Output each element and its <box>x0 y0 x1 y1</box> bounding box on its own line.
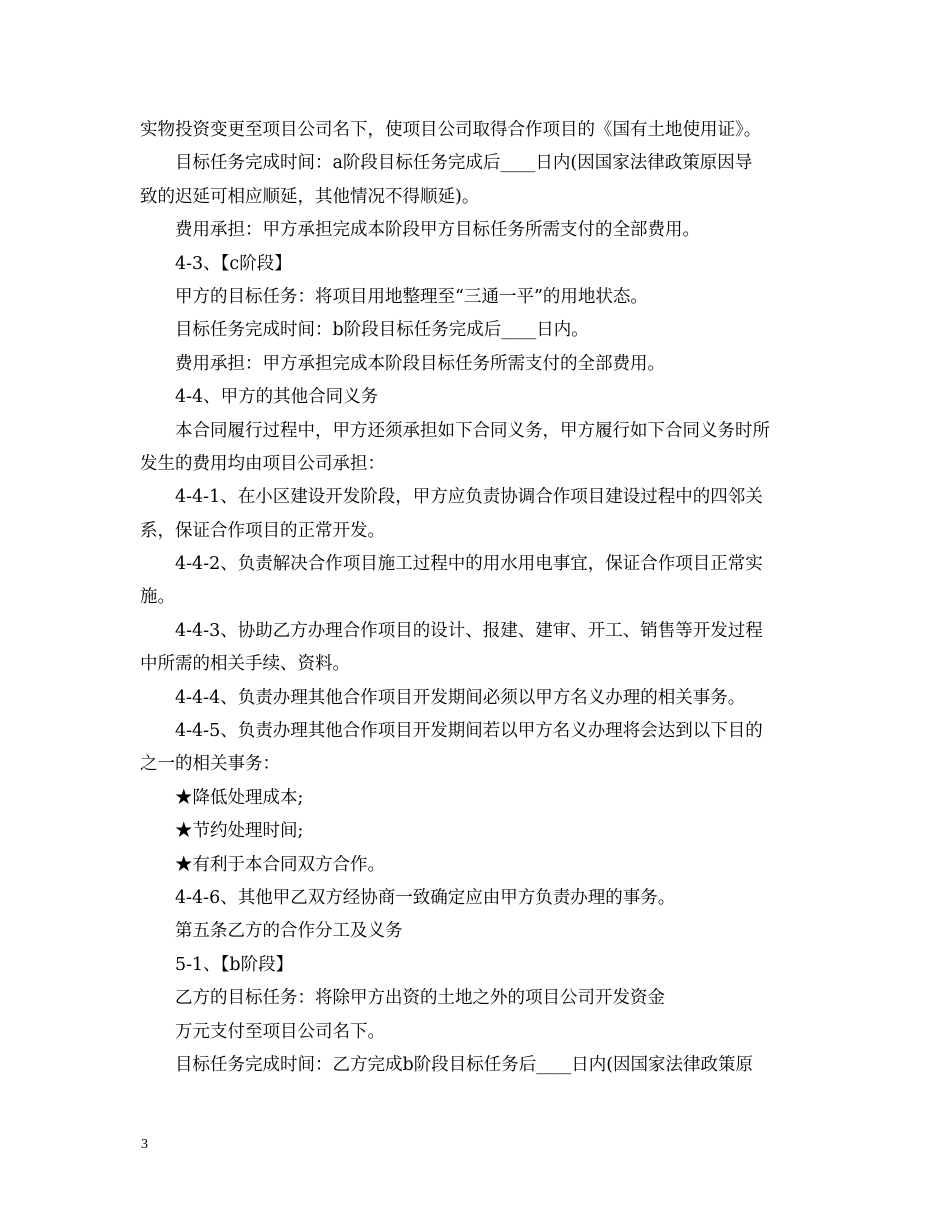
text-line: ★降低处理成本; <box>175 787 304 808</box>
text-line: 乙方的目标任务：将除甲方出资的土地之外的项目公司开发资金 <box>175 988 665 1009</box>
text-line: 4-4、甲方的其他合同义务 <box>175 387 379 408</box>
text-line: 4-4-2、负责解决合作项目施工过程中的用水用电事宜，保证合作项目正常实 <box>175 554 763 575</box>
text-line: 万元支付至项目公司名下。 <box>175 1021 385 1042</box>
text-line: 5-1、【b阶段】 <box>175 954 294 975</box>
text-line: 第五条乙方的合作分工及义务 <box>175 921 403 942</box>
text-line: 发生的费用均由项目公司承担： <box>140 453 385 474</box>
text-line: ★有利于本合同双方合作。 <box>175 854 385 875</box>
text-line: 致的迟延可相应顺延，其他情况不得顺延)。 <box>140 186 480 207</box>
text-line: 目标任务完成时间：乙方完成b阶段目标任务后____日内(因国家法律政策原 <box>175 1054 754 1075</box>
text-line: 4-4-3、协助乙方办理合作项目的设计、报建、建审、开工、销售等开发过程 <box>175 620 763 641</box>
text-line: 4-4-5、负责办理其他合作项目开发期间若以甲方名义办理将会达到以下目的 <box>175 721 763 742</box>
text-line: 实物投资变更至项目公司名下，使项目公司取得合作项目的《国有土地使用证》。 <box>140 120 762 140</box>
text-line: 费用承担：甲方承担完成本阶段甲方目标任务所需支付的全部费用。 <box>175 220 700 241</box>
text-line: 甲方的目标任务：将项目用地整理至“三通一平”的用地状态。 <box>175 286 648 307</box>
text-line: 4-4-1、在小区建设开发阶段，甲方应负责协调合作项目建设过程中的四邻关 <box>175 487 763 508</box>
text-line: 4-4-4、负责办理其他合作项目开发期间必须以甲方名义办理的相关事务。 <box>175 687 746 708</box>
text-line: 系，保证合作项目的正常开发。 <box>140 520 385 541</box>
text-line: 本合同履行过程中，甲方还须承担如下合同义务，甲方履行如下合同义务时所 <box>175 420 770 441</box>
text-line: 费用承担：甲方承担完成本阶段目标任务所需支付的全部费用。 <box>175 353 665 374</box>
document-body <box>140 114 815 1082</box>
text-line: ★节约处理时间; <box>175 821 304 842</box>
page-number: 3 <box>141 1137 148 1152</box>
text-line: 中所需的相关手续、资料。 <box>140 654 350 675</box>
text-line: 施。 <box>140 587 175 608</box>
text-line: 目标任务完成时间：b阶段目标任务完成后____日内。 <box>175 320 589 341</box>
text-line: 4-4-6、其他甲乙双方经协商一致确定应由甲方负责办理的事务。 <box>175 887 676 908</box>
text-line: 目标任务完成时间：a阶段目标任务完成后____日内(因国家法律政策原因导 <box>175 153 753 174</box>
text-line: 之一的相关事务： <box>140 754 280 775</box>
text-line: 4-3、【c阶段】 <box>175 253 292 274</box>
